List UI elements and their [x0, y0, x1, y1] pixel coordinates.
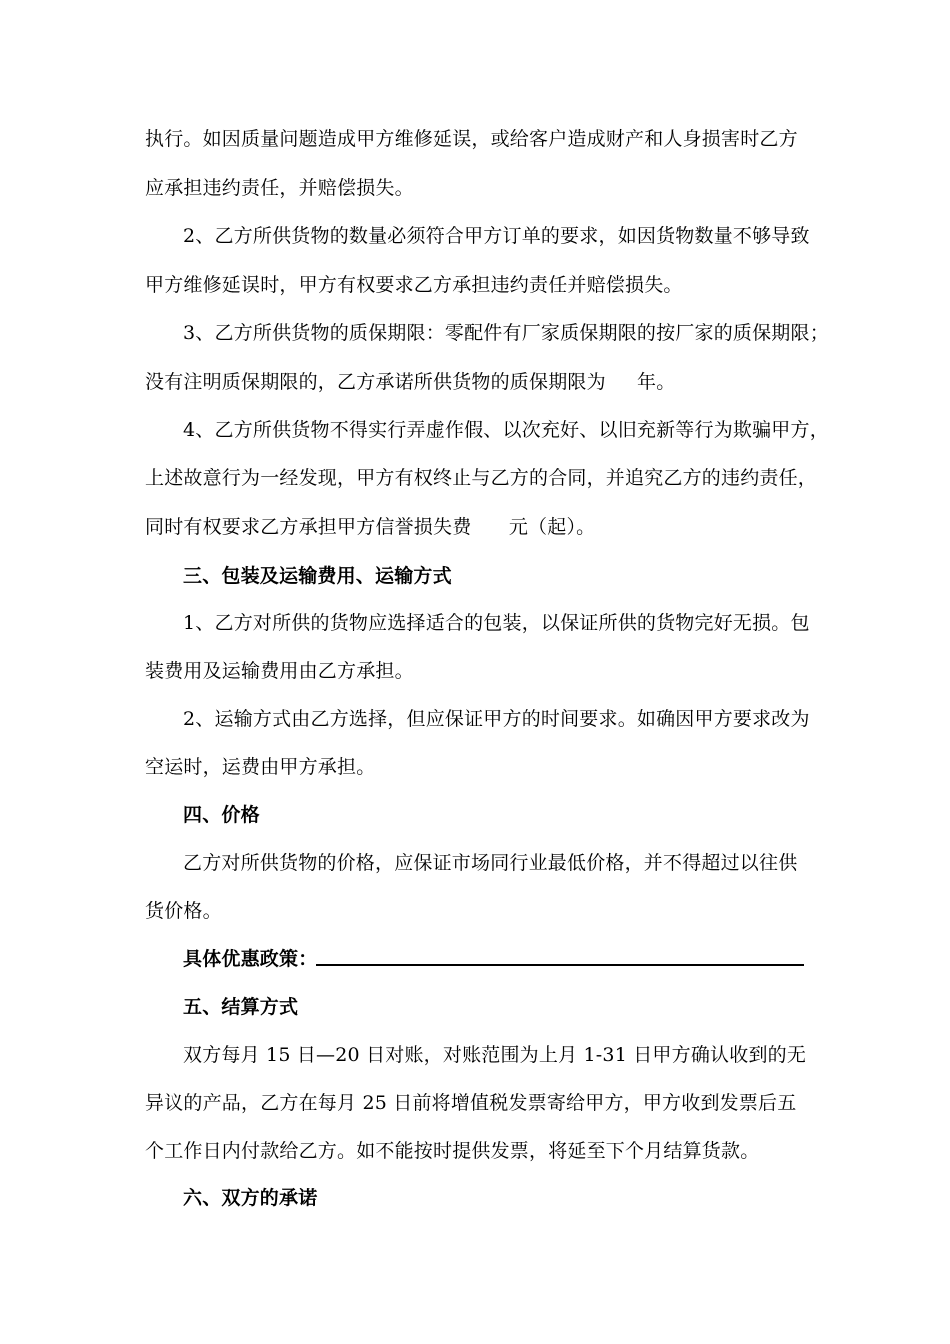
clause-text-line: 应承担违约责任，并赔偿损失。: [145, 177, 414, 199]
clause-text-line: 执行。如因质量问题造成甲方维修延误，或给客户造成财产和人身损害时乙方: [145, 128, 798, 150]
clause-3-line: 3、乙方所供货物的质保期限：零配件有厂家质保期限的按厂家的质保期限；: [183, 322, 829, 344]
reputation-fee-line: 同时有权要求乙方承担甲方信誉损失费 元（起）。: [145, 516, 596, 538]
section-3-heading: 三、包装及运输费用、运输方式: [183, 565, 452, 587]
settlement-clause-line: 双方每月 15 日—20 日对账，对账范围为上月 1-31 日甲方确认收到的无: [183, 1044, 807, 1066]
transport-clause-line: 2、运输方式由乙方选择，但应保证甲方的时间要求。如确因甲方要求改为: [183, 708, 810, 730]
clause-2-line: 2、乙方所供货物的数量必须符合甲方订单的要求，如因货物数量不够导致: [183, 225, 810, 247]
clause-text-line: 空运时，运费由甲方承担。: [145, 756, 376, 778]
clause-text-line: 甲方维修延误时，甲方有权要求乙方承担违约责任并赔偿损失。: [145, 274, 683, 296]
warranty-period-line: 没有注明质保期限的，乙方承诺所供货物的质保期限为 年。: [145, 371, 676, 393]
price-clause-line: 乙方对所供货物的价格，应保证市场同行业最低价格，并不得超过以往供: [183, 852, 798, 874]
clause-text-line: 异议的产品，乙方在每月 25 日前将增值税发票寄给甲方，甲方收到发票后五: [145, 1092, 797, 1114]
packaging-clause-line: 1、乙方对所供的货物应选择适合的包装，以保证所供的货物完好无损。包: [183, 612, 810, 634]
section-4-heading: 四、价格: [183, 804, 260, 826]
section-6-heading: 六、双方的承诺: [183, 1187, 318, 1209]
clause-text-line: 装费用及运输费用由乙方承担。: [145, 660, 414, 682]
clause-text-line: 上述故意行为一经发现，甲方有权终止与乙方的合同，并追究乙方的违约责任，: [145, 467, 818, 489]
section-5-heading: 五、结算方式: [183, 996, 299, 1018]
clause-4-line: 4、乙方所供货物不得实行弄虚作假、以次充好、以旧充新等行为欺骗甲方，: [183, 419, 829, 441]
discount-policy-blank: [316, 964, 804, 966]
discount-policy-label: 具体优惠政策：: [183, 948, 318, 970]
clause-text-line: 个工作日内付款给乙方。如不能按时提供发票，将延至下个月结算货款。: [145, 1140, 760, 1162]
clause-text-line: 货价格。: [145, 900, 222, 922]
